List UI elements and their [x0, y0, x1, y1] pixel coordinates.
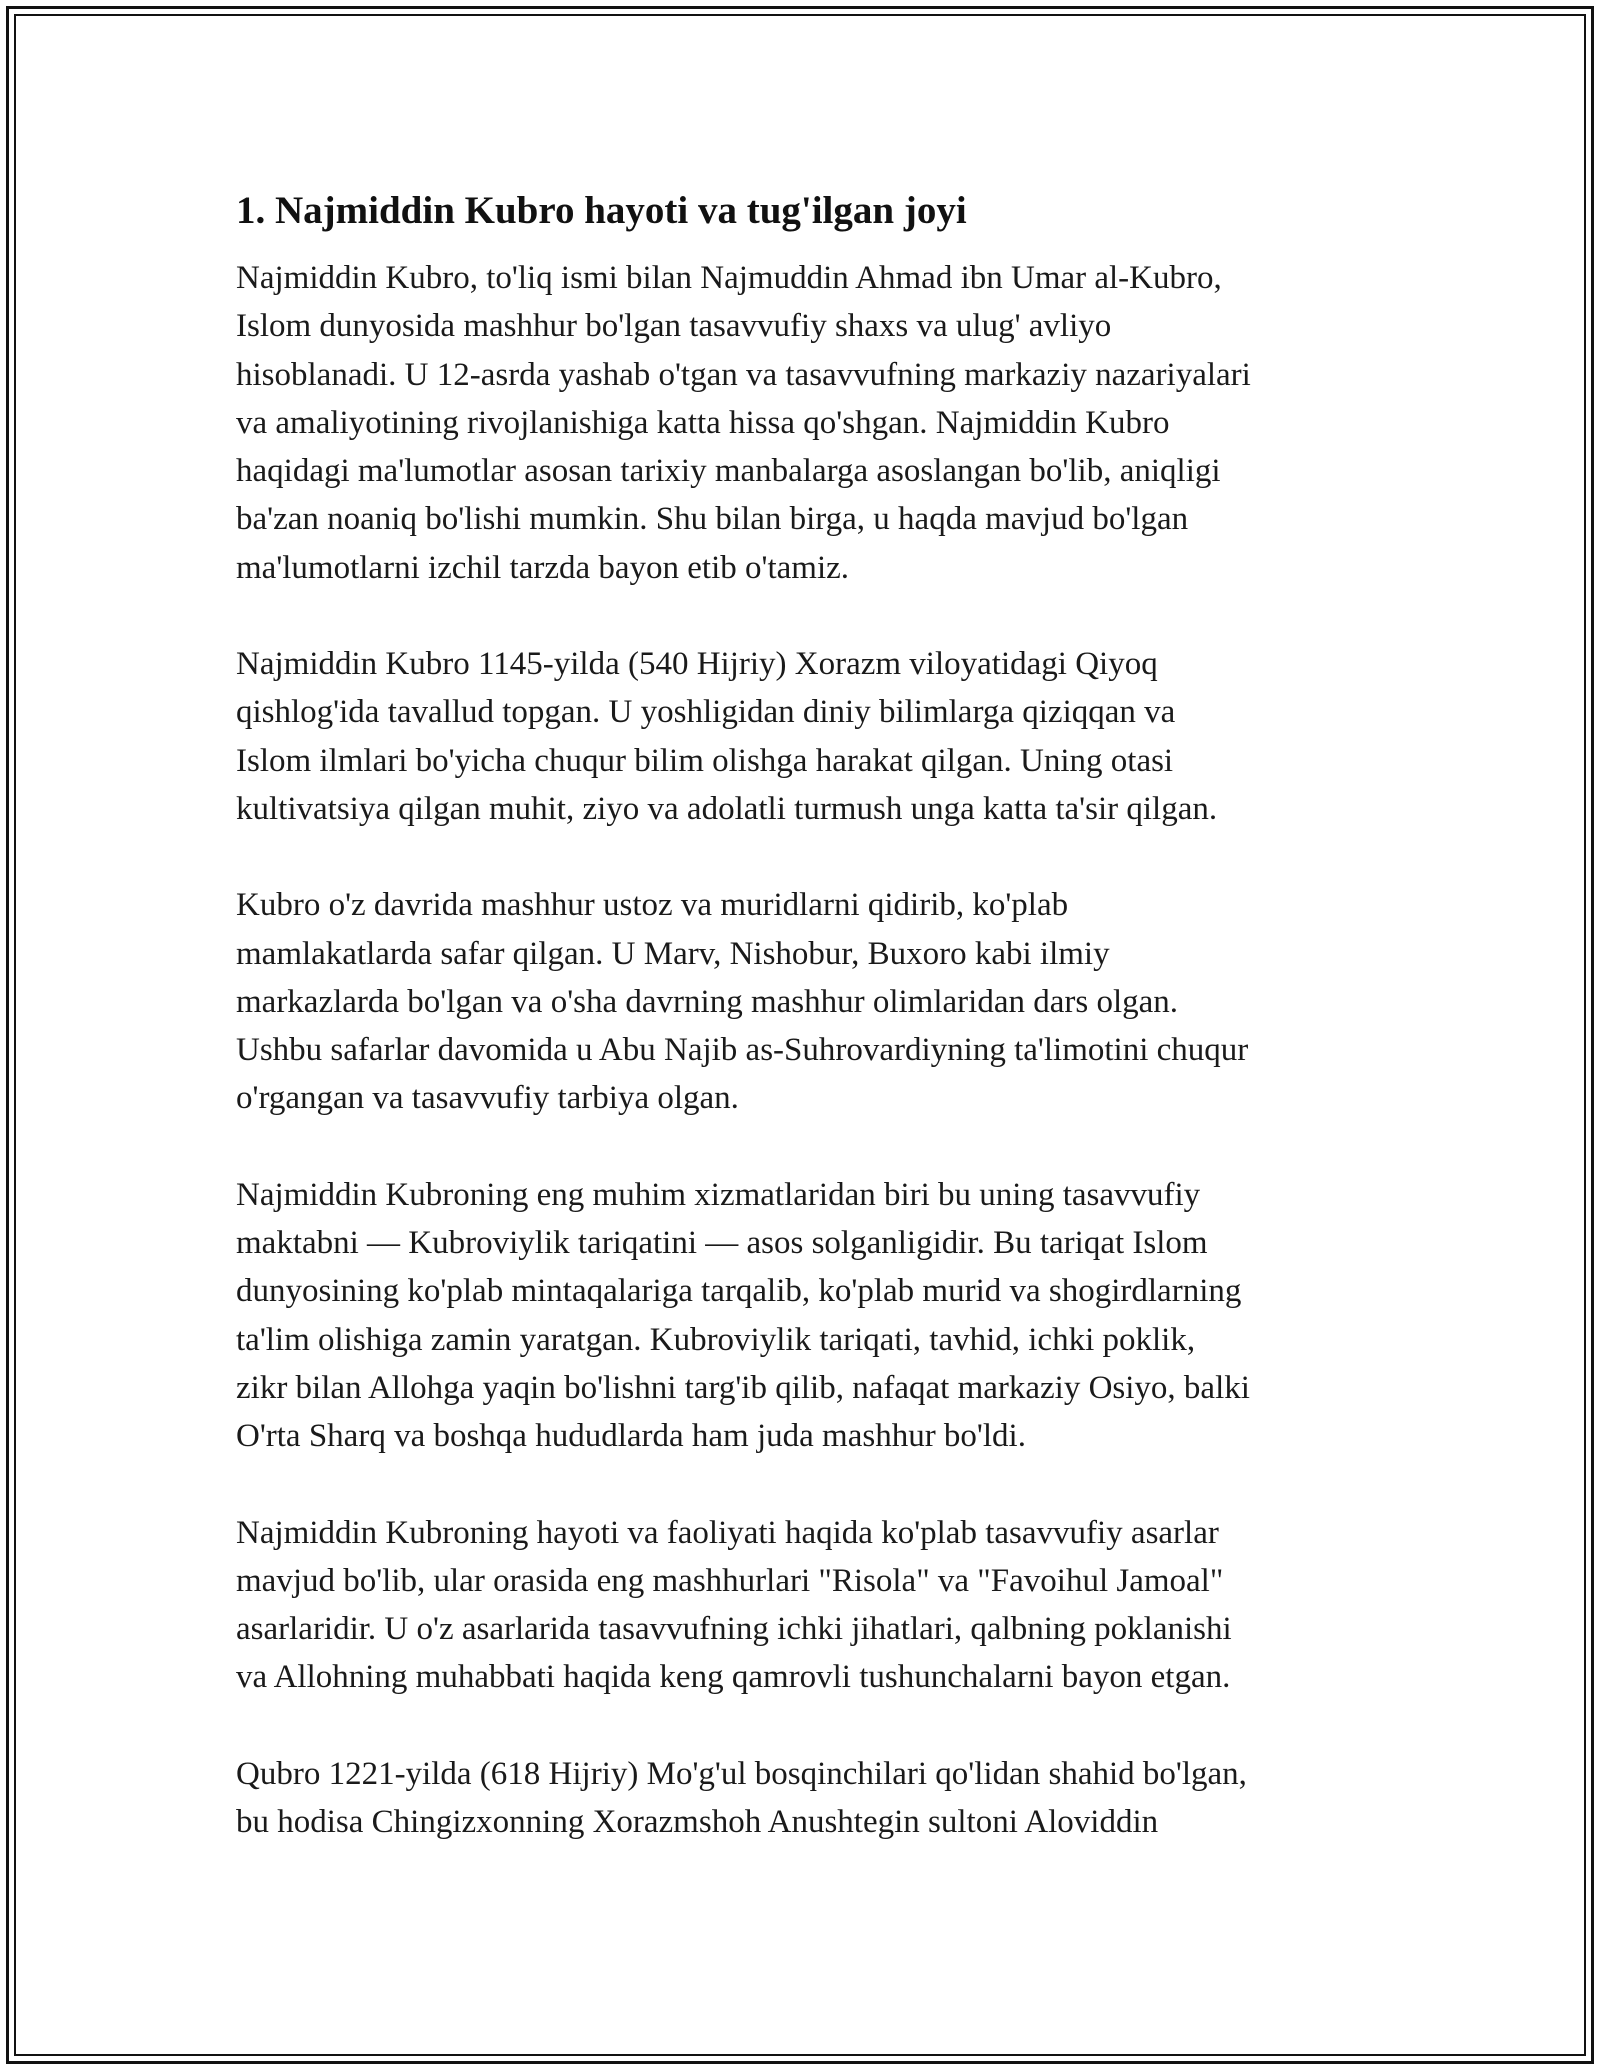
- paragraph-line: va Allohning muhabbati haqida keng qamrovli tushunchalarni bayon etgan.: [236, 1659, 1231, 1696]
- paragraph-line: mavjud bo'lib, ular orasida eng mashhurlari "Risola" va "Favoihul Jamoal": [236, 1562, 1224, 1599]
- paragraph-line: ma'lumotlarni izchil tarzda bayon etib o'tamiz.: [236, 549, 850, 586]
- paragraph: [236, 640, 1382, 833]
- paragraph-line: va amaliyotining rivojlanishiga katta hissa qo'shgan. Najmiddin Kubro: [236, 404, 1170, 441]
- paragraph-line: dunyosining ko'plab mintaqalariga tarqalib, ko'plab murid va shogirdlarning: [236, 1273, 1242, 1310]
- paragraph: [236, 1509, 1382, 1702]
- paragraph-line: Najmiddin Kubro, to'liq ismi bilan Najmuddin Ahmad ibn Umar al-Kubro,: [236, 260, 1222, 296]
- paragraph-line: Najmiddin Kubroning hayoti va faoliyati haqida ko'plab tasavvufiy asarlar: [236, 1514, 1219, 1551]
- paragraph-line: Najmiddin Kubroning eng muhim xizmatlaridan biri bu uning tasavvufiy: [236, 1176, 1201, 1213]
- paragraph-list: [236, 254, 1382, 1846]
- paragraph-line: ba'zan noaniq bo'lishi mumkin. Shu bilan birga, u haqda mavjud bo'lgan: [236, 501, 1189, 538]
- paragraph-line: Islom ilmlari bo'yicha chuqur bilim olishga harakat qilgan. Uning otasi: [236, 742, 1174, 779]
- paragraph-line: qishlog'ida tavallud topgan. U yoshligidan diniy bilimlarga qiziqqan va: [236, 694, 1176, 731]
- paragraph-line: Najmiddin Kubro 1145-yilda (540 Hijriy) Xorazm viloyatidagi Qiyoq: [236, 646, 1158, 683]
- paragraph-line: ta'lim olishiga zamin yaratgan. Kubroviylik tariqati, tavhid, ichki poklik,: [236, 1321, 1196, 1358]
- paragraph: [236, 1171, 1382, 1461]
- paragraph-line: o'rgangan va tasavvufiy tarbiya olgan.: [236, 1080, 739, 1117]
- paragraph-line: haqidagi ma'lumotlar asosan tarixiy manbalarga asoslangan bo'lib, aniqligi: [236, 453, 1221, 490]
- paragraph-line: mamlakatlarda safar qilgan. U Marv, Nishobur, Buxoro kabi ilmiy: [236, 935, 1110, 972]
- paragraph-line: kultivatsiya qilgan muhit, ziyo va adolatli turmush unga katta ta'sir qilgan.: [236, 790, 1218, 827]
- paragraph-line: maktabni — Kubroviylik tariqatini — asos solganligidir. Bu tariqat Islom: [236, 1225, 1208, 1262]
- paragraph-line: markazlarda bo'lgan va o'sha davrning mashhur olimlaridan dars olgan.: [236, 983, 1179, 1020]
- paragraph-line: hisoblanadi. U 12-asrda yashab o'tgan va tasavvufning markaziy nazariyalari: [236, 356, 1251, 393]
- paragraph-line: Qubro 1221-yilda (618 Hijriy) Mo'g'ul bosqinchilari qo'lidan shahid bo'lgan,: [236, 1755, 1247, 1792]
- paragraph-line: asarlaridir. U o'z asarlarida tasavvufning ichki jihatlari, qalbning poklanishi: [236, 1611, 1232, 1648]
- paragraph-line: Ushbu safarlar davomida u Abu Najib as-Suhrovardiyning ta'limotini chuqur: [236, 1032, 1249, 1069]
- paragraph: [236, 254, 1382, 592]
- paragraph-line: Kubro o'z davrida mashhur ustoz va muridlarni qidirib, ko'plab: [236, 887, 1069, 924]
- paragraph-line: zikr bilan Allohga yaqin bo'lishni targ'ib qilib, nafaqat markaziy Osiyo, balki: [236, 1369, 1250, 1406]
- paragraph-line: Islom dunyosida mashhur bo'lgan tasavvufiy shaxs va ulug' avliyo: [236, 308, 1112, 345]
- paragraph-line: O'rta Sharq va boshqa hududlarda ham juda mashhur bo'ldi.: [236, 1418, 1026, 1455]
- paragraph: [236, 881, 1382, 1122]
- paragraph-line: bu hodisa Chingizxonning Xorazmshoh Anushtegin sultoni Aloviddin: [236, 1804, 1159, 1841]
- paragraph: [236, 1750, 1382, 1847]
- document-body: [236, 186, 1382, 1894]
- section-heading: 1. Najmiddin Kubro hayoti va tug'ilgan joyi: [236, 189, 967, 232]
